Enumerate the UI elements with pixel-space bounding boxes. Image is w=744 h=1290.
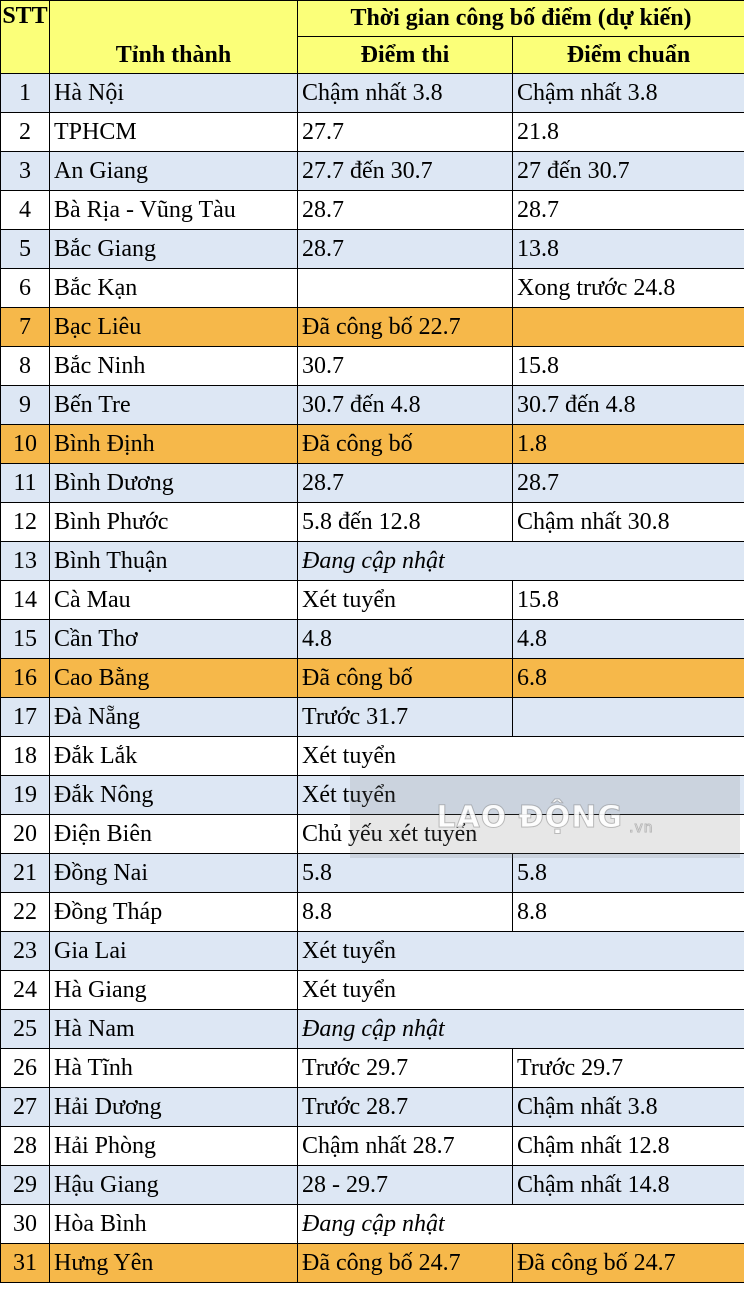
row-province: Hà Tĩnh (50, 1049, 298, 1088)
row-stt: 12 (1, 503, 50, 542)
row-cutoff-score: 15.8 (513, 347, 744, 386)
row-exam-score (298, 269, 513, 308)
table-row (1, 74, 744, 113)
table-row (1, 347, 744, 386)
table-row (1, 1244, 744, 1283)
row-exam-score: Xét tuyển (298, 932, 744, 971)
table-row (1, 815, 744, 854)
row-exam-score: Trước 31.7 (298, 698, 513, 737)
row-exam-score: Xét tuyển (298, 581, 513, 620)
row-stt: 5 (1, 230, 50, 269)
row-province: Đồng Tháp (50, 893, 298, 932)
row-stt: 13 (1, 542, 50, 581)
row-stt: 19 (1, 776, 50, 815)
row-exam-score: 5.8 (298, 854, 513, 893)
row-exam-score: 28 - 29.7 (298, 1166, 513, 1205)
table-row (1, 464, 744, 503)
table-row (1, 1049, 744, 1088)
row-cutoff-score: Chậm nhất 14.8 (513, 1166, 744, 1205)
row-stt: 1 (1, 74, 50, 113)
row-exam-score: Đang cập nhật (298, 1010, 744, 1049)
row-stt: 21 (1, 854, 50, 893)
table-row (1, 503, 744, 542)
row-stt: 20 (1, 815, 50, 854)
row-province: Bình Thuận (50, 542, 298, 581)
row-exam-score: Xét tuyển (298, 737, 744, 776)
row-exam-score: Trước 28.7 (298, 1088, 513, 1127)
table-row (1, 191, 744, 230)
row-stt: 11 (1, 464, 50, 503)
row-stt: 15 (1, 620, 50, 659)
col-header-exam-score: Điểm thi (298, 37, 513, 74)
row-cutoff-score: Chậm nhất 3.8 (513, 1088, 744, 1127)
row-cutoff-score: 30.7 đến 4.8 (513, 386, 744, 425)
row-province: Đà Nẵng (50, 698, 298, 737)
table-row (1, 1088, 744, 1127)
row-province: Hải Phòng (50, 1127, 298, 1166)
row-stt: 7 (1, 308, 50, 347)
row-stt: 8 (1, 347, 50, 386)
row-province: TPHCM (50, 113, 298, 152)
row-cutoff-score: 1.8 (513, 425, 744, 464)
table-row (1, 230, 744, 269)
row-province: Bắc Ninh (50, 347, 298, 386)
row-cutoff-score: 13.8 (513, 230, 744, 269)
row-cutoff-score: 28.7 (513, 191, 744, 230)
table-row (1, 971, 744, 1010)
row-stt: 24 (1, 971, 50, 1010)
row-exam-score: Đang cập nhật (298, 542, 744, 581)
col-header-group: Thời gian công bố điểm (dự kiến) (298, 1, 744, 37)
row-province: Bình Phước (50, 503, 298, 542)
table-row (1, 386, 744, 425)
table-row (1, 1010, 744, 1049)
row-province: Bắc Giang (50, 230, 298, 269)
row-cutoff-score: 28.7 (513, 464, 744, 503)
table-row (1, 698, 744, 737)
row-exam-score: Xét tuyển (298, 971, 744, 1010)
row-province: Bạc Liêu (50, 308, 298, 347)
table-row (1, 893, 744, 932)
row-stt: 25 (1, 1010, 50, 1049)
row-stt: 31 (1, 1244, 50, 1283)
row-cutoff-score: Trước 29.7 (513, 1049, 744, 1088)
row-province: Hậu Giang (50, 1166, 298, 1205)
row-stt: 26 (1, 1049, 50, 1088)
row-stt: 30 (1, 1205, 50, 1244)
row-stt: 9 (1, 386, 50, 425)
row-stt: 16 (1, 659, 50, 698)
watermark-domain: .vn (629, 820, 654, 836)
row-exam-score: 27.7 đến 30.7 (298, 152, 513, 191)
row-cutoff-score (513, 308, 744, 347)
table-row (1, 1127, 744, 1166)
row-stt: 18 (1, 737, 50, 776)
row-province: Hà Giang (50, 971, 298, 1010)
row-province: Đồng Nai (50, 854, 298, 893)
row-cutoff-score: Chậm nhất 12.8 (513, 1127, 744, 1166)
row-exam-score: Đã công bố 22.7 (298, 308, 513, 347)
row-exam-score: 8.8 (298, 893, 513, 932)
row-exam-score: 30.7 (298, 347, 513, 386)
row-province: Đắk Nông (50, 776, 298, 815)
row-exam-score: Đang cập nhật (298, 1205, 744, 1244)
row-exam-score: Chậm nhất 28.7 (298, 1127, 513, 1166)
row-stt: 6 (1, 269, 50, 308)
row-province: Cà Mau (50, 581, 298, 620)
row-stt: 14 (1, 581, 50, 620)
row-exam-score: 30.7 đến 4.8 (298, 386, 513, 425)
table-row (1, 620, 744, 659)
row-cutoff-score: Chậm nhất 30.8 (513, 503, 744, 542)
col-header-stt: STT (1, 1, 50, 74)
header-row-top (1, 1, 744, 37)
row-stt: 28 (1, 1127, 50, 1166)
watermark-brand: LAO ĐỘNG (436, 799, 624, 835)
row-province: Cao Bằng (50, 659, 298, 698)
row-province: An Giang (50, 152, 298, 191)
row-province: Hưng Yên (50, 1244, 298, 1283)
row-province: Hòa Bình (50, 1205, 298, 1244)
row-province: Bến Tre (50, 386, 298, 425)
row-cutoff-score: 4.8 (513, 620, 744, 659)
row-stt: 4 (1, 191, 50, 230)
table-row (1, 152, 744, 191)
table-row (1, 113, 744, 152)
row-stt: 2 (1, 113, 50, 152)
row-exam-score: Chủ yếu xét tuyển (298, 815, 744, 854)
row-cutoff-score: 27 đến 30.7 (513, 152, 744, 191)
table-row (1, 737, 744, 776)
row-province: Bình Định (50, 425, 298, 464)
row-exam-score: Đã công bố (298, 425, 513, 464)
row-exam-score: 28.7 (298, 230, 513, 269)
table-row (1, 581, 744, 620)
table-row (1, 659, 744, 698)
row-exam-score: Trước 29.7 (298, 1049, 513, 1088)
row-exam-score: 4.8 (298, 620, 513, 659)
table-row (1, 1205, 744, 1244)
row-cutoff-score: Chậm nhất 3.8 (513, 74, 744, 113)
row-cutoff-score: Xong trước 24.8 (513, 269, 744, 308)
row-stt: 3 (1, 152, 50, 191)
row-cutoff-score: 15.8 (513, 581, 744, 620)
row-exam-score: Xét tuyển (298, 776, 744, 815)
table-row (1, 308, 744, 347)
row-stt: 10 (1, 425, 50, 464)
row-stt: 23 (1, 932, 50, 971)
table-row (1, 1166, 744, 1205)
row-exam-score: 5.8 đến 12.8 (298, 503, 513, 542)
row-exam-score: 28.7 (298, 464, 513, 503)
row-stt: 17 (1, 698, 50, 737)
row-stt: 29 (1, 1166, 50, 1205)
table-row (1, 776, 744, 815)
row-exam-score: 28.7 (298, 191, 513, 230)
table-body (1, 74, 744, 1283)
row-cutoff-score: 6.8 (513, 659, 744, 698)
table-row (1, 542, 744, 581)
row-exam-score: Đã công bố 24.7 (298, 1244, 513, 1283)
row-stt: 22 (1, 893, 50, 932)
row-province: Hải Dương (50, 1088, 298, 1127)
row-cutoff-score: Đã công bố 24.7 (513, 1244, 744, 1283)
row-province: Hà Nội (50, 74, 298, 113)
row-province: Hà Nam (50, 1010, 298, 1049)
table-row (1, 269, 744, 308)
row-cutoff-score: 8.8 (513, 893, 744, 932)
row-province: Bà Rịa - Vũng Tàu (50, 191, 298, 230)
row-cutoff-score: 5.8 (513, 854, 744, 893)
row-province: Đắk Lắk (50, 737, 298, 776)
row-cutoff-score: 21.8 (513, 113, 744, 152)
row-exam-score: Đã công bố (298, 659, 513, 698)
row-exam-score: Chậm nhất 3.8 (298, 74, 513, 113)
table-row (1, 932, 744, 971)
row-province: Bắc Kạn (50, 269, 298, 308)
row-province: Bình Dương (50, 464, 298, 503)
col-header-cutoff-score: Điểm chuẩn (513, 37, 744, 74)
row-province: Cần Thơ (50, 620, 298, 659)
row-province: Điện Biên (50, 815, 298, 854)
col-header-province: Tỉnh thành (50, 1, 298, 74)
row-exam-score: 27.7 (298, 113, 513, 152)
table-row (1, 854, 744, 893)
row-stt: 27 (1, 1088, 50, 1127)
row-cutoff-score (513, 698, 744, 737)
table-row (1, 425, 744, 464)
row-province: Gia Lai (50, 932, 298, 971)
